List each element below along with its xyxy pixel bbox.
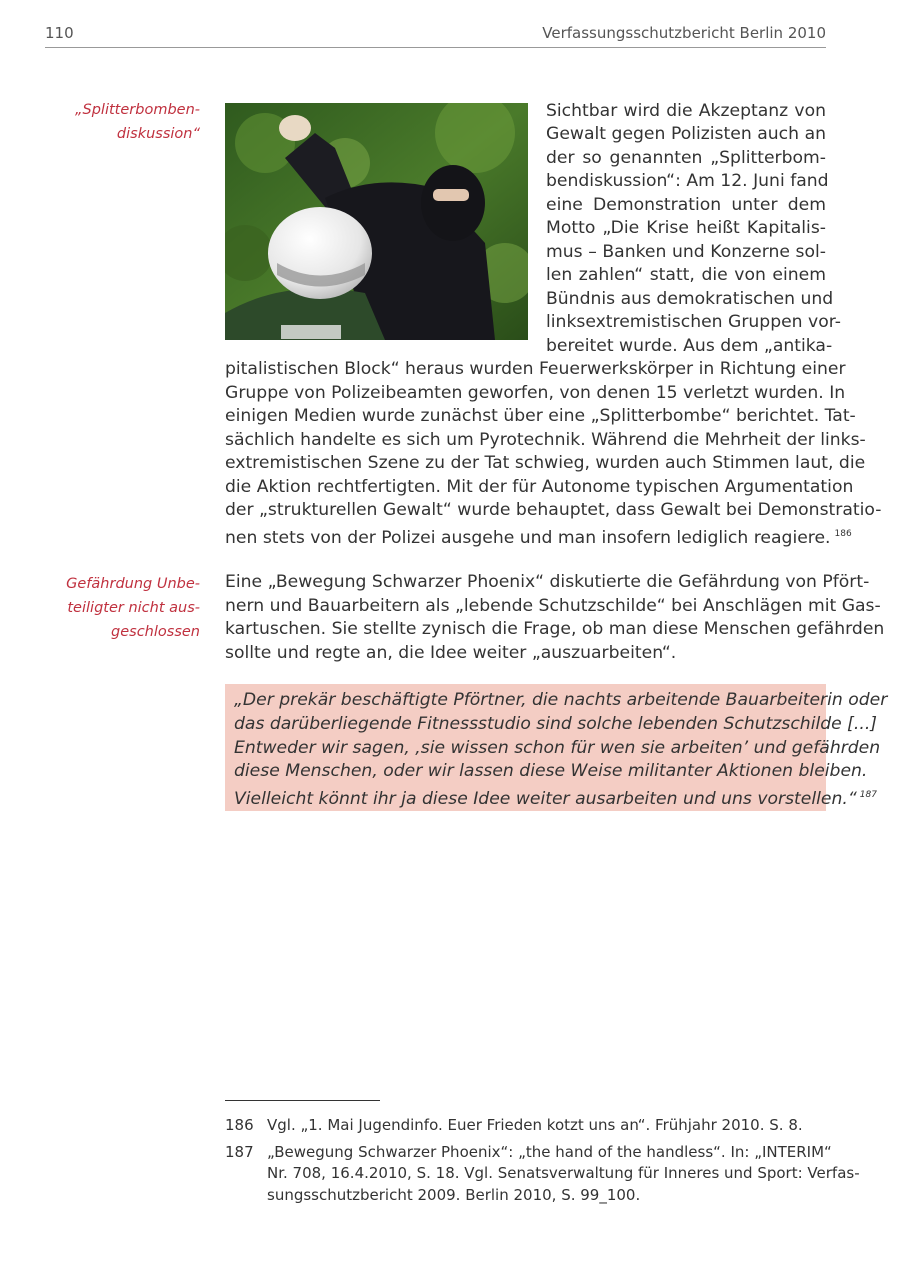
paragraph-line: Gewalt gegen Polizisten auch an [546, 124, 826, 144]
quote-line: „Der prekär beschäftigte Pförtner, die nachts arbeitende Bauarbeiterin oder [234, 690, 888, 710]
paragraph-line: mus – Banken und Konzerne sol- [546, 242, 826, 262]
margin-note-line: Gefährdung Unbe- [66, 576, 200, 592]
footnote-ref-186[interactable]: 186 [834, 529, 852, 539]
paragraph-line: bereitet wurde. Aus dem „antika- [546, 336, 833, 356]
page-header [45, 24, 826, 46]
footnote-rule [225, 1100, 380, 1101]
quote-line: das darüberliegende Fitnessstudio sind solche lebenden Schutzschilde [...] [234, 714, 877, 734]
running-title: Verfassungsschutzbericht Berlin 2010 [542, 24, 826, 42]
footnote-line: Vgl. „1. Mai Jugendinfo. Euer Frieden kotzt uns an“. Frühjahr 2010. S. 8. [267, 1116, 803, 1134]
margin-note-line: geschlossen [111, 624, 200, 640]
paragraph-line: eine Demonstration unter dem [546, 195, 826, 215]
margin-note-line: teiligter nicht aus- [67, 600, 200, 616]
paragraph-line: Gruppe von Polizeibeamten geworfen, von denen 15 verletzt wurden. In [225, 383, 846, 403]
margin-note-line: diskussion“ [116, 126, 200, 142]
paragraph-last-line [225, 522, 852, 546]
page-number: 110 [45, 24, 74, 42]
quote-line-text: Vielleicht könnt ihr ja diese Idee weiter ausarbeiten und uns vorstellen.“ [234, 789, 857, 809]
paragraph-line: linksextremistischen Gruppen vor- [546, 312, 841, 332]
paragraph-line: Bündnis aus demokratischen und [546, 289, 834, 309]
paragraph-line: bendiskussion“: Am 12. Juni fand [546, 171, 829, 191]
paragraph-line: extremistischen Szene zu der Tat schwieg, wurden auch Stimmen laut, die [225, 453, 866, 473]
paragraph-line: die Aktion rechtfertigten. Mit der für Autonome typischen Argumentation [225, 477, 854, 497]
demonstration-photo [225, 103, 528, 340]
paragraph-line: pitalistischen Block“ heraus wurden Feuerwerkskörper in Richtung einer [225, 359, 846, 379]
margin-note-splitterbomben [75, 98, 200, 146]
paragraph-line: sächlich handelte es sich um Pyrotechnik. Während die Mehrheit der links- [225, 430, 866, 450]
quote-last-line [234, 783, 877, 809]
paragraph-line: der so genannten „Splitterbom- [546, 148, 826, 168]
paragraph-line: Sichtbar wird die Akzeptanz von [546, 101, 826, 121]
paragraph-line: len zahlen“ statt, die von einem [546, 265, 826, 285]
margin-note-gefaehrdung [66, 572, 200, 644]
paragraph-last-line: sollte und regte an, die Idee weiter „auszuarbeiten“. [225, 643, 677, 663]
footnote-ref-187[interactable]: 187 [859, 790, 877, 800]
paragraph-line: einigen Medien wurde zunächst über eine „Splitterbombe“ berichtet. Tat- [225, 406, 856, 426]
paragraph-line: Motto „Die Krise heißt Kapitalis- [546, 218, 826, 238]
footnote-line: sungsschutzbericht 2009. Berlin 2010, S. 99_100. [267, 1186, 641, 1204]
paragraph-line-text: nen stets von der Polizei ausgehe und man insofern lediglich reagiere. [225, 528, 831, 548]
footnote-number: 187 [225, 1143, 254, 1161]
quote-line: Entweder wir sagen, ‚sie wissen schon für wen sie arbeiten’ und gefährden [234, 738, 881, 758]
header-rule [45, 47, 826, 48]
footnote-line: Nr. 708, 16.4.2010, S. 18. Vgl. Senatsverwaltung für Inneres und Sport: Verfas- [267, 1164, 860, 1182]
paragraph-line: nern und Bauarbeitern als „lebende Schutzschilde“ bei Anschlägen mit Gas- [225, 596, 881, 616]
paragraph-line: kartuschen. Sie stellte zynisch die Frage, ob man diese Menschen gefährden [225, 619, 885, 639]
quote-line: diese Menschen, oder wir lassen diese Weise militanter Aktionen bleiben. [234, 761, 868, 781]
footnote-line: „Bewegung Schwarzer Phoenix“: „the hand of the handless“. In: „INTERIM“ [267, 1143, 832, 1161]
paragraph-line: der „strukturellen Gewalt“ wurde behauptet, dass Gewalt bei Demonstratio- [225, 500, 882, 520]
paragraph-line: Eine „Bewegung Schwarzer Phoenix“ diskutierte die Gefährdung von Pfört- [225, 572, 870, 592]
footnote-number: 186 [225, 1116, 254, 1134]
margin-note-line: „Splitterbomben- [75, 102, 200, 118]
